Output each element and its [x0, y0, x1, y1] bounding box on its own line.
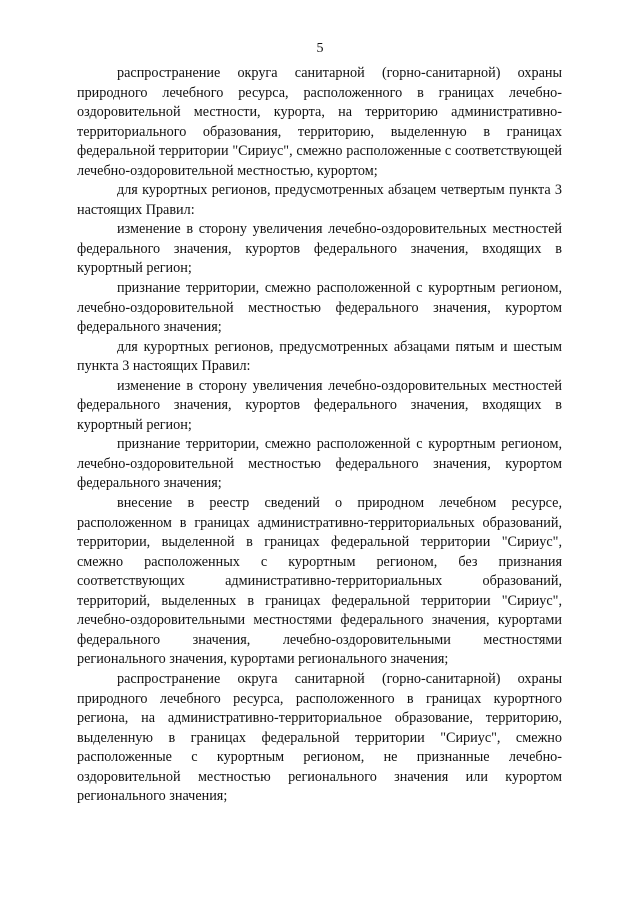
paragraph: распространение округа санитарной (горно-санитарной) охраны природного лечебного ресурса, расположенного в границах курортного региона, на административно-территориальное образование, территорию, выделенную в границах федеральной территории "Сириус", смежно расположенные с курортным регионом, не признанные лечебно-оздоровительной местностью регионального значения или курортом регионального значения; — [77, 670, 562, 805]
paragraph: изменение в сторону увеличения лечебно-оздоровительных местностей федерального значения, курортов федерального значения, входящих в курортный регион; — [77, 377, 562, 433]
paragraph: для курортных регионов, предусмотренных абзацами пятым и шестым пункта 3 настоящих Правил: — [77, 338, 562, 375]
paragraph: распространение округа санитарной (горно-санитарной) охраны природного лечебного ресурса, расположенного в границах лечебно-оздоровительной местности, курорта, на территорию административно-территориального образования, территорию, выделенную в границах федеральной территории "Сириус", смежно расположенные с соответствующей лечебно-оздоровительной местностью, курортом; — [77, 65, 562, 179]
paragraph: для курортных регионов, предусмотренных абзацем четвертым пункта 3 настоящих Правил: — [77, 182, 562, 218]
paragraph: изменение в сторону увеличения лечебно-оздоровительных местностей федерального значения, курортов федерального значения, входящих в курортный регион; — [77, 221, 562, 277]
page-number: 5 — [316, 41, 324, 56]
document-body — [77, 64, 562, 807]
paragraph: признание территории, смежно расположенной с курортным регионом, лечебно-оздоровительной местностью федерального значения, курортом федерального значения; — [77, 436, 562, 492]
paragraph: внесение в реестр сведений о природном лечебном ресурсе, расположенном в границах административно-территориальных образований, территории, выделенной в границах федеральной территории "Сириус", смежно расположенных с курортным регионом, без признания соответствующих административно-территориальных образований, территорий, выделенных в границах федеральной территории "Сириус", лечебно-оздоровительными местностями федерального значения, курортами федерального значения, лечебно-оздоровительными местностями регионального значения, курортами регионального значения; — [77, 495, 562, 668]
paragraph: признание территории, смежно расположенной с курортным регионом, лечебно-оздоровительной местностью федерального значения, курортом федерального значения; — [77, 280, 562, 336]
